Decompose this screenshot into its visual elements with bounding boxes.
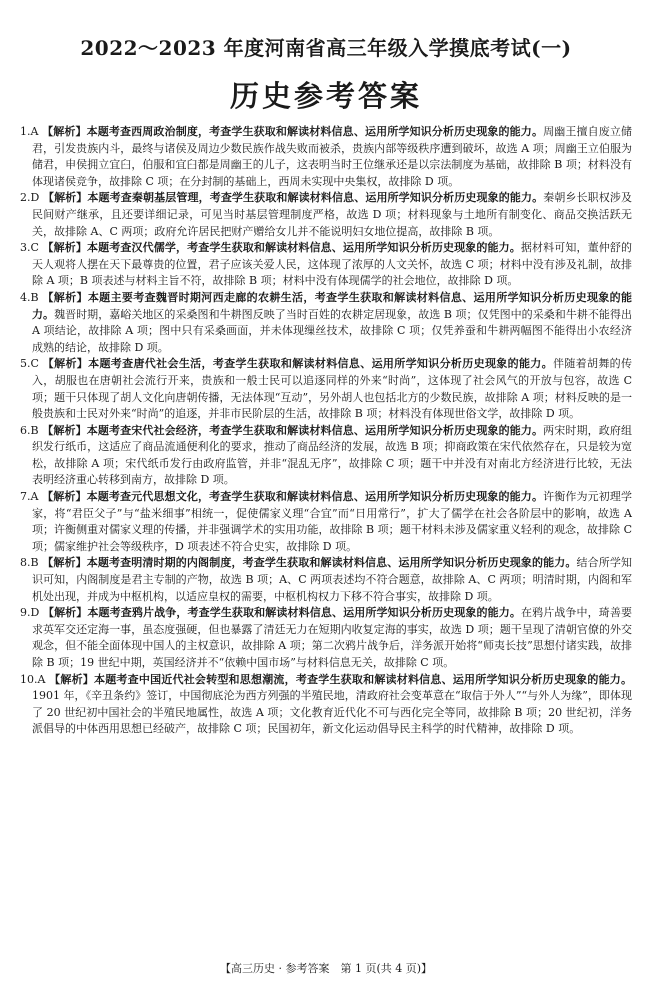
answer-item-6 <box>20 423 632 489</box>
answer-number: 9.D <box>20 606 40 620</box>
analysis-text: 伴随着胡舞的传入，胡服也在唐朝社会流行开来，贵族和一般士民可以追逐同样的外来“时尚”，这体现了社会风气的开放与包容，故选 C 项；题干只体现了胡人文化向唐朝传播，无法体现“互动”，另外胡人也包括北方的少数民族，故排除 A 项；材料反映的是一般贵族和士民对外来“时尚”的追逐，并非市民阶层的生活，故排除 B 项；材料没有体现世俗文学，故排除 D 项。 <box>32 357 633 421</box>
answer-item-1 <box>20 124 632 190</box>
analysis-heading: 【解析】本题考查唐代社会生活，考查学生获取和解读材料信息、运用所学知识分析历史现象的能力。 <box>42 357 553 371</box>
analysis-heading: 【解析】本题考查中国近代社会转型和思想潮流，考查学生获取和解读材料信息、运用所学知识分析历史现象的能力。 <box>49 672 633 686</box>
answer-number: 3.C <box>20 241 39 255</box>
answer-item-8 <box>20 555 632 605</box>
analysis-heading: 【解析】本题考查西周政治制度，考查学生获取和解读材料信息、运用所学知识分析历史现象的能力。 <box>42 125 544 138</box>
answer-number: 8.B <box>20 556 39 570</box>
answer-item-5 <box>20 356 632 422</box>
exam-title: 2022～2023 年度河南省高三年级入学摸底考试(一) <box>80 36 572 60</box>
analysis-text: 1901 年，《辛丑条约》签订，中国彻底沦为西方列强的半殖民地，清政府社会变革意在“取信于外人”“与外人为缘”，即体现了 20 世纪初中国社会的半殖民地属性，故选 A 项；文化教育近代化不可与西化完全等同，故排除 B 项；20 世纪初，洋务派倡导的中体西用思想已经破产，故排除 C 项；民国初年，新文化运动倡导民主科学的时代精神，故排除 D 项。 <box>32 689 632 736</box>
analysis-heading: 【解析】本题考查秦朝基层管理，考查学生获取和解读材料信息、运用所学知识分析历史现象的能力。 <box>42 191 544 205</box>
answer-item-7 <box>20 489 632 555</box>
analysis-heading: 【解析】本题主要考查魏晋时期河西走廊的农耕生活，考查学生获取和解读材料信息、运用所学知识分析历史现象的能力。 <box>32 290 632 321</box>
analysis-text: 秦朝乡长职权涉及民间财产继承，且还要详细记录，可见当时基层管理制度严格，故选 D 项；材料现象与土地所有制变化、商品交换活跃无关，故排除 A、C 两项；政府允许居民把财产赠给女儿并不能说明妇女地位提高，故排除 B 项。 <box>32 191 633 238</box>
answer-item-9 <box>20 605 632 671</box>
answer-number: 5.C <box>20 357 39 371</box>
answer-item-10 <box>20 672 632 738</box>
analysis-text: 两宋时期，政府组织发行纸币，这适应了商品流通便利化的要求，推动了商品经济的发展，故选 B 项；抑商政策在宋代依然存在，只是较为宽松，故排除 A 项；宋代纸币发行由政府监管，并非“混乱无序”，故排除 C 项；题干中并没有对南北方经济进行比较，无法表明经济重心转移到南方，故排除 D 项。 <box>32 423 633 487</box>
analysis-heading: 【解析】本题考查宋代社会经济，考查学生获取和解读材料信息、运用所学知识分析历史现象的能力。 <box>42 423 544 437</box>
analysis-heading: 【解析】本题考查元代思想文化，考查学生获取和解读材料信息、运用所学知识分析历史现象的能力。 <box>42 490 544 504</box>
answer-key-heading: 历史参考答案 <box>229 79 422 113</box>
analysis-text: 结合所学知识可知，内阁制度是君主专制的产物，故选 B 项；A、C 两项表述均不符合题意，故排除 A、C 两项；明清时期，内阁和军机处出现，并成为中枢机构，以适应皇权的需要，中枢机构权力下移不符合事实，故排除 D 项。 <box>32 556 633 603</box>
analysis-text: 据材料可知，董仲舒的天人观将人摆在天下最尊贵的位置，君子应该关爱人民，这体现了浓厚的人文关怀，故选 C 项；材料中没有涉及礼制，故排除 A 项；B 项表述与材料主旨不符，故排除 B 项；材料中没有体现儒学的社会地位，故排除 D 项。 <box>32 241 633 288</box>
analysis-text: 许衡作为元初理学家，将“君臣父子”与“盐米细事”相统一，促使儒家义理“合宜”而“日用常行”，扩大了儒学在社会各阶层中的影响，故选 A 项；许衡侧重对儒家义理的传播，并非强调学术的实用功能，故排除 B 项；题干材料未涉及儒家重义轻利的观念，故排除 C 项；儒家维护社会等级秩序，D 项表述不符合史实，故排除 D 项。 <box>32 490 633 553</box>
answer-item-3 <box>20 240 632 290</box>
answer-number: 6.B <box>20 423 39 437</box>
answer-number: 10.A <box>20 672 46 686</box>
answer-item-2 <box>20 190 632 240</box>
analysis-heading: 【解析】本题考查鸦片战争，考查学生获取和解读材料信息、运用所学知识分析历史现象的能力。 <box>42 606 521 620</box>
analysis-heading: 【解析】本题考查明清时期的内阁制度，考查学生获取和解读材料信息、运用所学知识分析历史现象的能力。 <box>42 556 577 570</box>
analysis-text: 在鸦片战争中，琦善要求英军交还定海一事，虽态度强硬，但也暴露了清廷无力在短期内收复定海的事实，故选 D 项；题干呈现了清朝官僚的外交观念，但不能全面体现中国人的主权意识，故排除 A 项；第二次鸦片战争后，洋务派开始将“师夷长技”思想付诸实践，故排除 B 项；19 世纪中期，英国经济并不“依赖中国市场”与材料信息无关，故排除 C 项。 <box>32 606 633 669</box>
analysis-text: 魏晋时期，嘉峪关地区的采桑图和牛耕图反映了当时百姓的农耕定居现象，故选 B 项；仅凭图中的采桑和牛耕不能得出 A 项结论，故排除 A 项；图中只有采桑画面，并未体现缫丝技术，故排除 C 项；仅凭养蚕和牛耕两幅图不能得出小农经济成熟的结论，故排除 D 项。 <box>32 307 633 354</box>
answer-number: 4.B <box>20 290 39 304</box>
analysis-text: 周幽王擅自废立储君，引发贵族内斗，最终与诸侯及周边少数民族作战失败而被杀，贵族内部等级秩序遭到破坏，故选 A 项；周幽王立伯服为储君，申侯拥立宜臼，伯服和宜臼都是周幽王的儿子，这表明当时王位继承还是以宗法制度为基础，故排除 B 项；材料没有体现诸侯竞争，故排除 C 项；在分封制的基础上，西周未实现中央集权，故排除 D 项。 <box>32 125 633 188</box>
answer-list <box>20 124 632 738</box>
answer-number: 1.A <box>20 125 39 138</box>
page-footer: 【高三历史 · 参考答案 第 1 页(共 4 页)】 <box>219 962 433 975</box>
answer-item-4 <box>20 290 632 356</box>
answer-number: 2.D <box>20 191 40 205</box>
analysis-heading: 【解析】本题考查汉代儒学，考查学生获取和解读材料信息、运用所学知识分析历史现象的能力。 <box>42 241 521 255</box>
answer-number: 7.A <box>20 490 39 504</box>
